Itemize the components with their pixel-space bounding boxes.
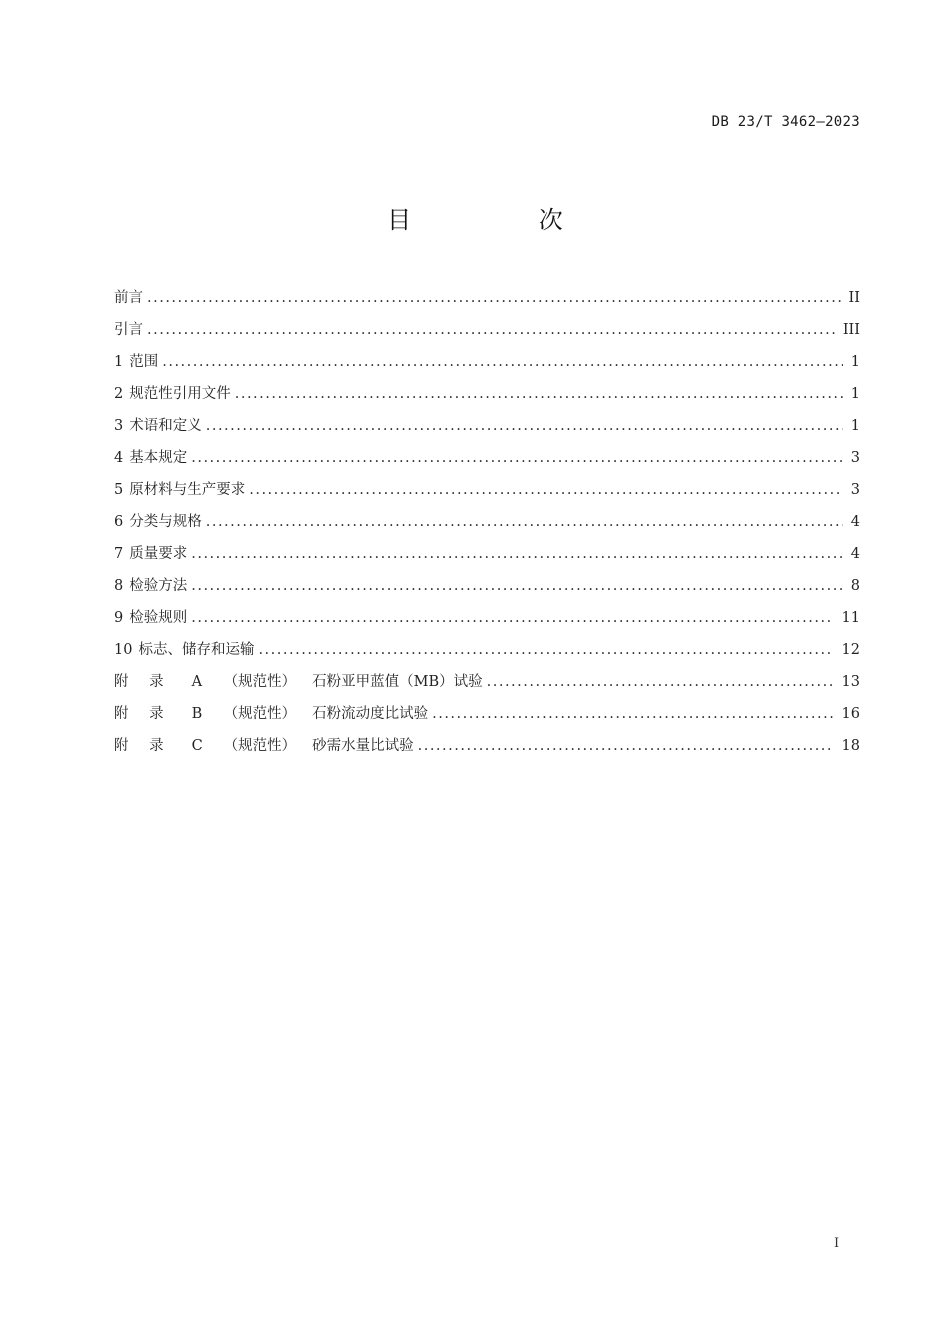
toc-section-number: 5 [114,482,124,498]
toc-dot-leader [191,606,833,630]
footer-page-number: I [834,1236,840,1251]
toc-section-number: 2 [114,386,124,402]
toc-page-number: 1 [850,418,860,434]
toc-page-number: 1 [850,354,860,370]
toc-entry-label: 5 原材料与生产要求 [114,482,246,498]
toc-entry-label: 7 质量要求 [114,546,188,562]
toc-entry-label: 6 分类与规格 [114,514,202,530]
toc-dot-leader [206,414,843,438]
toc-page-number: 4 [850,514,860,530]
toc-entry-section-8[interactable] [114,574,860,606]
toc-entry-section-4[interactable] [114,446,860,478]
toc-entry-label: 9 检验规则 [114,610,188,626]
toc-dot-leader [191,574,843,598]
appendix-letter: B [191,706,203,722]
toc-dot-leader [487,670,834,694]
toc-entry-appendix-b[interactable] [114,702,860,734]
page-title: 目 次 [387,206,623,234]
toc-dot-leader [235,382,843,406]
toc-entry-label: 引言 [114,322,143,338]
toc-dot-leader [191,542,843,566]
toc-entry-section-3[interactable] [114,414,860,446]
toc-page-number: 11 [841,610,860,626]
toc-entry-section-9[interactable] [114,606,860,638]
toc-entry-section-7[interactable] [114,542,860,574]
appendix-word: 附 录 [114,738,172,754]
toc-dot-leader [162,350,843,374]
toc-entry-label: 1 范围 [114,354,159,370]
toc-page-number: 1 [850,386,860,402]
toc-section-number: 7 [114,546,124,562]
toc-section-number: 6 [114,514,124,530]
toc-section-number: 3 [114,418,124,434]
toc-section-number: 10 [114,642,133,658]
toc-page-number: 13 [841,674,860,690]
toc-entry-appendix-a[interactable] [114,670,860,702]
toc-page-number: 4 [850,546,860,562]
toc-entry-label: 前言 [114,290,143,306]
toc-dot-leader [147,286,841,310]
toc-entry-section-1[interactable] [114,350,860,382]
toc-entry-label: 3 术语和定义 [114,418,202,434]
toc-entry-section-10[interactable] [114,638,860,670]
toc-entry-section-6[interactable] [114,510,860,542]
toc-dot-leader [191,446,843,470]
appendix-type: （规范性） [223,738,297,754]
toc-page-number: 8 [850,578,860,594]
document-code: DB 23/T 3462—2023 [711,114,860,130]
toc-dot-leader [258,638,833,662]
toc-entry-label: 4 基本规定 [114,450,188,466]
appendix-word: 附 录 [114,674,172,690]
toc-page-number: III [842,322,860,338]
toc-page-number: 3 [850,450,860,466]
toc-entry-label: 2 规范性引用文件 [114,386,231,402]
toc-section-number: 4 [114,450,124,466]
toc-entry-section-5[interactable] [114,478,860,510]
toc-entry-label: 附 录 A （规范性） 石粉亚甲蓝值（MB）试验 [114,670,487,694]
toc-page-number: 18 [841,738,860,754]
appendix-type: （规范性） [223,674,297,690]
toc-entry-label: 10 标志、储存和运输 [114,642,255,658]
toc-entry-section-2[interactable] [114,382,860,414]
appendix-letter: A [191,674,203,690]
toc-section-number: 9 [114,610,124,626]
toc-entry-foreword[interactable] [114,286,860,318]
table-of-contents [114,286,860,766]
toc-page-number: 16 [841,706,860,722]
appendix-word: 附 录 [114,706,172,722]
appendix-type: （规范性） [223,706,297,722]
toc-section-number: 8 [114,578,124,594]
toc-entry-introduction[interactable] [114,318,860,350]
toc-entry-label: 附 录 B （规范性） 石粉流动度比试验 [114,702,432,726]
toc-dot-leader [249,478,843,502]
appendix-letter: C [191,738,203,754]
toc-dot-leader [147,318,835,342]
toc-entry-label: 附 录 C （规范性） 砂需水量比试验 [114,734,418,758]
toc-dot-leader [418,734,834,758]
toc-entry-appendix-c[interactable] [114,734,860,766]
toc-page-number: 12 [841,642,860,658]
toc-section-number: 1 [114,354,124,370]
toc-page-number: 3 [850,482,860,498]
toc-page-number: II [848,290,860,306]
toc-dot-leader [432,702,833,726]
toc-dot-leader [206,510,843,534]
toc-entry-label: 8 检验方法 [114,578,188,594]
